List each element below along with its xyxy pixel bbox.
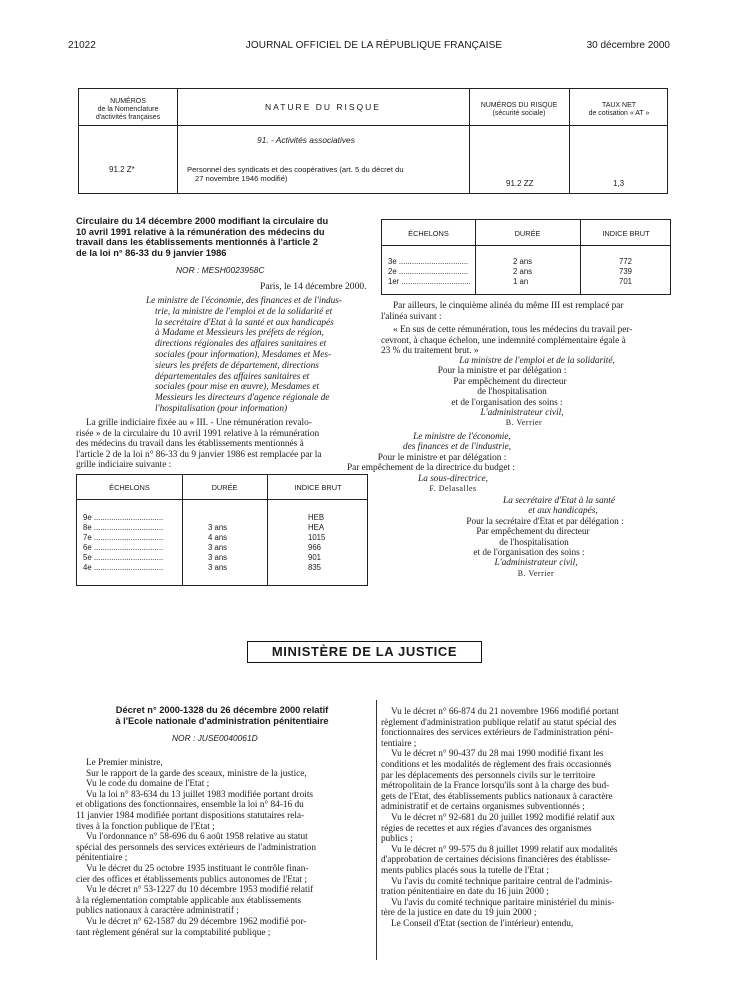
section-title: 91. - Activités associatives: [257, 135, 355, 145]
circular-nor: NOR : MESH0023958C: [176, 265, 265, 275]
row-nature: Personnel des syndicats et des coopératives (art. 5 du décret du 27 novembre 1946 modifié): [187, 165, 404, 183]
journal-title: JOURNAL OFFICIEL DE LA RÉPUBLIQUE FRANÇAISE: [245, 40, 503, 51]
right-paragraph-2: « En sus de cette rémunération, tous les médecins du travail per- cevront, à chaque échelon, une indemnité complémentaire égale à 23 % du traitement brut. »: [381, 325, 633, 357]
grid2-header-echelons: ÉCHELONS: [408, 229, 449, 238]
risk-table: [78, 88, 668, 194]
grid2-header-indice: INDICE BRUT: [602, 229, 650, 238]
circular-intro: La grille indiciaire fixée au « III. - Une rémunération revalo- risée » de la circulaire du 10 avril 1991 relative à la rémunération des médecins du travail dans les établissements mentionnés à l'article 2 de la loi n° 86-33 du 9 janvier 1986 est remplacée par la grille indiciaire suivante :: [76, 418, 322, 471]
page-header: [0, 40, 748, 56]
ministry-heading: MINISTÈRE DE LA JUSTICE: [247, 641, 482, 663]
issue-date: 30 décembre 2000: [586, 40, 670, 51]
salary-grid-2: [381, 219, 671, 295]
circular-title: Circulaire du 14 décembre 2000 modifiant la circulaire du 10 avril 1991 relative à la rémunération des médecins du travail dans les établissements mentionnés à l'article 2 de la loi n° 86-33 du 9 janvier 1986: [76, 216, 329, 258]
grid1-header-duree: DURÉE: [211, 483, 238, 492]
signature-block-2: Le ministre de l'économie, des finances et de l'industrie, Pour le ministre et par délégation : Par empêchement de la directrice du budget : La sous-directrice, F. Delasalles: [346, 432, 516, 494]
grid2-header-duree: DURÉE: [514, 229, 541, 238]
grid1-header-echelons: ÉCHELONS: [109, 483, 150, 492]
grid1-header-indice: INDICE BRUT: [294, 483, 342, 492]
decree-left-text: Le Premier ministre, Sur le rapport de la garde des sceaux, ministre de la justice, Vu le code du domaine de l'Etat ; Vu la loi n° 83-634 du 13 juillet 1983 modifiée portant droits et obligations des fonctionnaires, ensemble la loi n° 84-16 du 11 janvier 1984 modifiée portant dispositions statutaires rela- tives à la fonction publique de l'Etat ; Vu l'ordonnance n° 58-696 du 6 août 1958 relative au statut spécial des personnels des services extérieurs de l'administration pénitentiaire ; Vu le décret du 25 octobre 1935 instituant le contrôle finan- cier des offices et établissements publics autonomes de l'Etat ; Vu le décret n° 53-1227 du 10 décembre 1953 modifié relatif à la réglementation comptable applicable aux établissements publics nationaux à caractère administratif ; Vu le décret n° 62-1587 du 29 décembre 1962 modifié por- tant règlement général sur la comptabilité publique ;: [76, 758, 316, 938]
grid1-durees: 3 ans 4 ans 3 ans 3 ans 3 ans: [208, 523, 228, 572]
decree-nor: NOR : JUSE0040061D: [172, 733, 258, 743]
col-header-rate: TAUX NET de cotisation « AT »: [588, 102, 650, 117]
column-separator: [376, 700, 377, 960]
row-code: 91.2 Z*: [109, 165, 135, 174]
signature-block-3: La secrétaire d'Etat à la santé et aux handicapés, Pour la secrétaire d'Etat et par délégation : Par empêchement du directeur de l'hospitalisation et de l'organisation des soins : L'administrateur civil, B. Verrier: [466, 496, 624, 578]
signature-block-1: La ministre de l'emploi et de la solidarité, Pour la ministre et par délégation : Par empêchement du directeur de l'hospitalisation et de l'organisation des soins : L'administrateur civil, B. Verrier: [437, 356, 615, 428]
place-date: Paris, le 14 décembre 2000.: [260, 281, 367, 292]
right-paragraph-1: Par ailleurs, le cinquième alinéa du même III est remplacé par l'alinéa suivant :: [381, 301, 624, 322]
col-header-risk-number: NUMÉROS DU RISQUE (sécurité sociale): [480, 102, 558, 117]
col-header-nature: NATURE DU RISQUE: [265, 102, 381, 112]
grid2-echelons: 3e ................................ 2e ................................ 1er ................................: [388, 257, 471, 286]
col-header-nomenclature: NUMÉROS de la Nomenclature d'activités françaises: [95, 98, 161, 121]
grid1-indices: HEB HEA 1015 966 901 835: [308, 513, 326, 572]
row-risk-number: 91.2 ZZ: [506, 179, 534, 188]
row-rate: 1,3: [613, 179, 625, 188]
decree-right-text: Vu le décret n° 66-874 du 21 novembre 1966 modifié portant règlement d'administration publique relatif au statut spécial des fonctionnaires des services extérieurs de l'administration péni- tentiaire ; Vu le décret n° 90-437 du 28 mai 1990 modifié fixant les conditions et les modalités de règlement des frais occasionnés par les déplacements des personnels civils sur le territoire métropolitain de la France lorsqu'ils sont à la charge des bud- gets de l'Etat, des établissements publics nationaux à caractère administratif et de certains organismes subventionnés ; Vu le décret n° 92-681 du 20 juillet 1992 modifié relatif aux régies de recettes et aux régies d'avances des organismes publics ; Vu le décret n° 99-575 du 8 juillet 1999 relatif aux modalités d'approbation de certaines décisions financières des établisse- ments publics placés sous la tutelle de l'Etat ; Vu l'avis du comité technique paritaire central de l'adminis- tration pénitentiaire en date du 16 juin 2000 ; Vu l'avis du comité technique paritaire ministériel du minis- tère de la justice en date du 19 juin 2000 ; Le Conseil d'Etat (section de l'intérieur) entendu,: [381, 707, 619, 929]
grid2-durees: 2 ans 2 ans 1 an: [513, 257, 533, 286]
decree-title: Décret n° 2000-1328 du 26 décembre 2000 relatif à l'Ecole nationale d'administration pénitentiaire: [115, 705, 329, 726]
page-number: 21022: [68, 40, 96, 51]
grid2-indices: 772 739 701: [619, 257, 633, 286]
grid1-echelons: 9e ................................ 8e ................................ 7e ................................ 6e ................................ 5e ................................ 4e ................................: [83, 513, 164, 572]
addressees: Le ministre de l'économie, des finances et de l'indus- trie, la ministre de l'emploi et de la solidarité et la secrétaire d'Etat à la santé et aux handicapés à Madame et Messieurs les préfets de région, directions régionales des affaires sanitaires et sociales (pour information), Mesdames et Mes- sieurs les préfets de département, directions départementales des affaires sanitaires et sociales (pour mise en œuvre), Mesdames et Messieurs les directeurs d'agence régionale de l'hospitalisation (pour information): [146, 296, 342, 414]
